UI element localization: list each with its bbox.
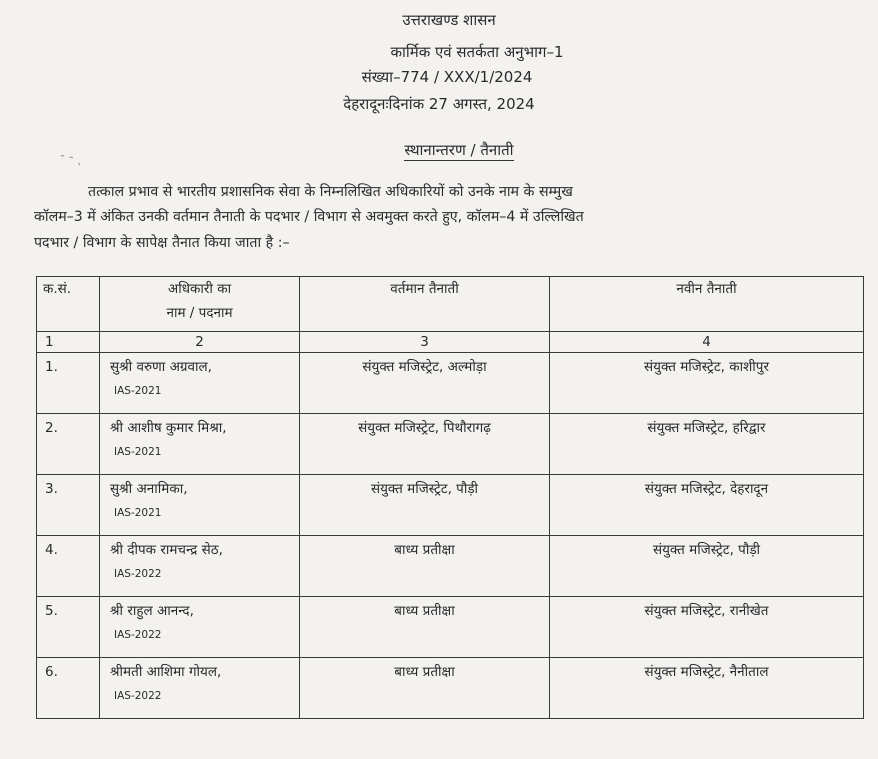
transfer-table bbox=[36, 276, 864, 719]
column-number: 1 bbox=[37, 332, 100, 353]
header-officer-line2: नाम / पदनाम bbox=[166, 305, 233, 321]
header-new-posting: नवीन तैनाती bbox=[550, 277, 864, 332]
row-serial: 3. bbox=[45, 481, 58, 497]
body-line-2: कॉलम–3 में अंकित उनकी वर्तमान तैनाती के पदभार / विभाग से अवमुक्त करते हुए, कॉलम–4 में उल्लिखित bbox=[34, 209, 584, 225]
new-posting: संयुक्त मजिस्ट्रेट, हरिद्वार bbox=[647, 420, 766, 436]
row-serial: 6. bbox=[45, 664, 58, 680]
table-row bbox=[37, 658, 864, 719]
column-number: 4 bbox=[550, 332, 864, 353]
order-date: देहरादूनःदिनांक 27 अगस्त, 2024 bbox=[343, 95, 535, 113]
body-line-1: तत्काल प्रभाव से भारतीय प्रशासनिक सेवा के निम्नलिखित अधिकारियों को उनके नाम के सम्मुख bbox=[88, 184, 573, 200]
column-number: 3 bbox=[300, 332, 550, 353]
row-serial: 5. bbox=[45, 603, 58, 619]
officer-name: सुश्री अनामिका, bbox=[110, 481, 188, 497]
new-posting: संयुक्त मजिस्ट्रेट, नैनीताल bbox=[644, 664, 769, 680]
new-posting: संयुक्त मजिस्ट्रेट, देहरादून bbox=[644, 481, 769, 497]
column-number-row bbox=[37, 332, 864, 353]
header-officer bbox=[100, 277, 300, 332]
officer-name: श्री दीपक रामचन्द्र सेठ, bbox=[110, 542, 223, 558]
header-current-posting: वर्तमान तैनाती bbox=[300, 277, 550, 332]
row-serial: 1. bbox=[45, 359, 58, 375]
table-row bbox=[37, 536, 864, 597]
row-serial: 4. bbox=[45, 542, 58, 558]
officer-batch: IAS-2022 bbox=[114, 568, 162, 580]
current-posting: बाध्य प्रतीक्षा bbox=[394, 603, 455, 619]
table-row bbox=[37, 353, 864, 414]
officer-name: श्रीमती आशिमा गोयल, bbox=[110, 664, 222, 680]
body-line-3: पदभार / विभाग के सापेक्ष तैनात किया जाता है :– bbox=[34, 235, 290, 251]
department-name: कार्मिक एवं सतर्कता अनुभाग–1 bbox=[390, 43, 564, 61]
column-number: 2 bbox=[100, 332, 300, 353]
officer-batch: IAS-2022 bbox=[114, 629, 162, 641]
new-posting: संयुक्त मजिस्ट्रेट, रानीखेत bbox=[644, 603, 769, 619]
pen-mark: ‑ ‑ ˎ bbox=[58, 148, 86, 167]
table-row bbox=[37, 414, 864, 475]
row-serial: 2. bbox=[45, 420, 58, 436]
current-posting: बाध्य प्रतीक्षा bbox=[394, 542, 455, 558]
subject-text: स्थानान्तरण / तैनाती bbox=[404, 141, 514, 159]
current-posting: संयुक्त मजिस्ट्रेट, अल्मोड़ा bbox=[362, 359, 487, 375]
officer-batch: IAS-2021 bbox=[114, 385, 162, 397]
govt-name: उत्तराखण्ड शासन bbox=[402, 11, 496, 29]
new-posting: संयुक्त मजिस्ट्रेट, पौड़ी bbox=[652, 542, 761, 558]
subject-heading bbox=[0, 140, 878, 160]
officer-batch: IAS-2021 bbox=[114, 446, 162, 458]
header-officer-line1: अधिकारी का bbox=[167, 281, 232, 297]
table-header-row bbox=[37, 277, 864, 332]
order-number: संख्या–774 / XXX/1/2024 bbox=[361, 68, 533, 86]
officer-name: श्री आशीष कुमार मिश्रा, bbox=[110, 420, 227, 436]
officer-batch: IAS-2022 bbox=[114, 690, 162, 702]
current-posting: संयुक्त मजिस्ट्रेट, पौड़ी bbox=[370, 481, 479, 497]
officer-batch: IAS-2021 bbox=[114, 507, 162, 519]
table-row bbox=[37, 597, 864, 658]
officer-name: श्री राहुल आनन्द, bbox=[110, 603, 194, 619]
current-posting: बाध्य प्रतीक्षा bbox=[394, 664, 455, 680]
table-row bbox=[37, 475, 864, 536]
header-serial: क.सं. bbox=[37, 277, 100, 332]
current-posting: संयुक्त मजिस्ट्रेट, पिथौरागढ़ bbox=[358, 420, 491, 436]
new-posting: संयुक्त मजिस्ट्रेट, काशीपुर bbox=[644, 359, 769, 375]
officer-name: सुश्री वरुणा अग्रवाल, bbox=[110, 359, 212, 375]
